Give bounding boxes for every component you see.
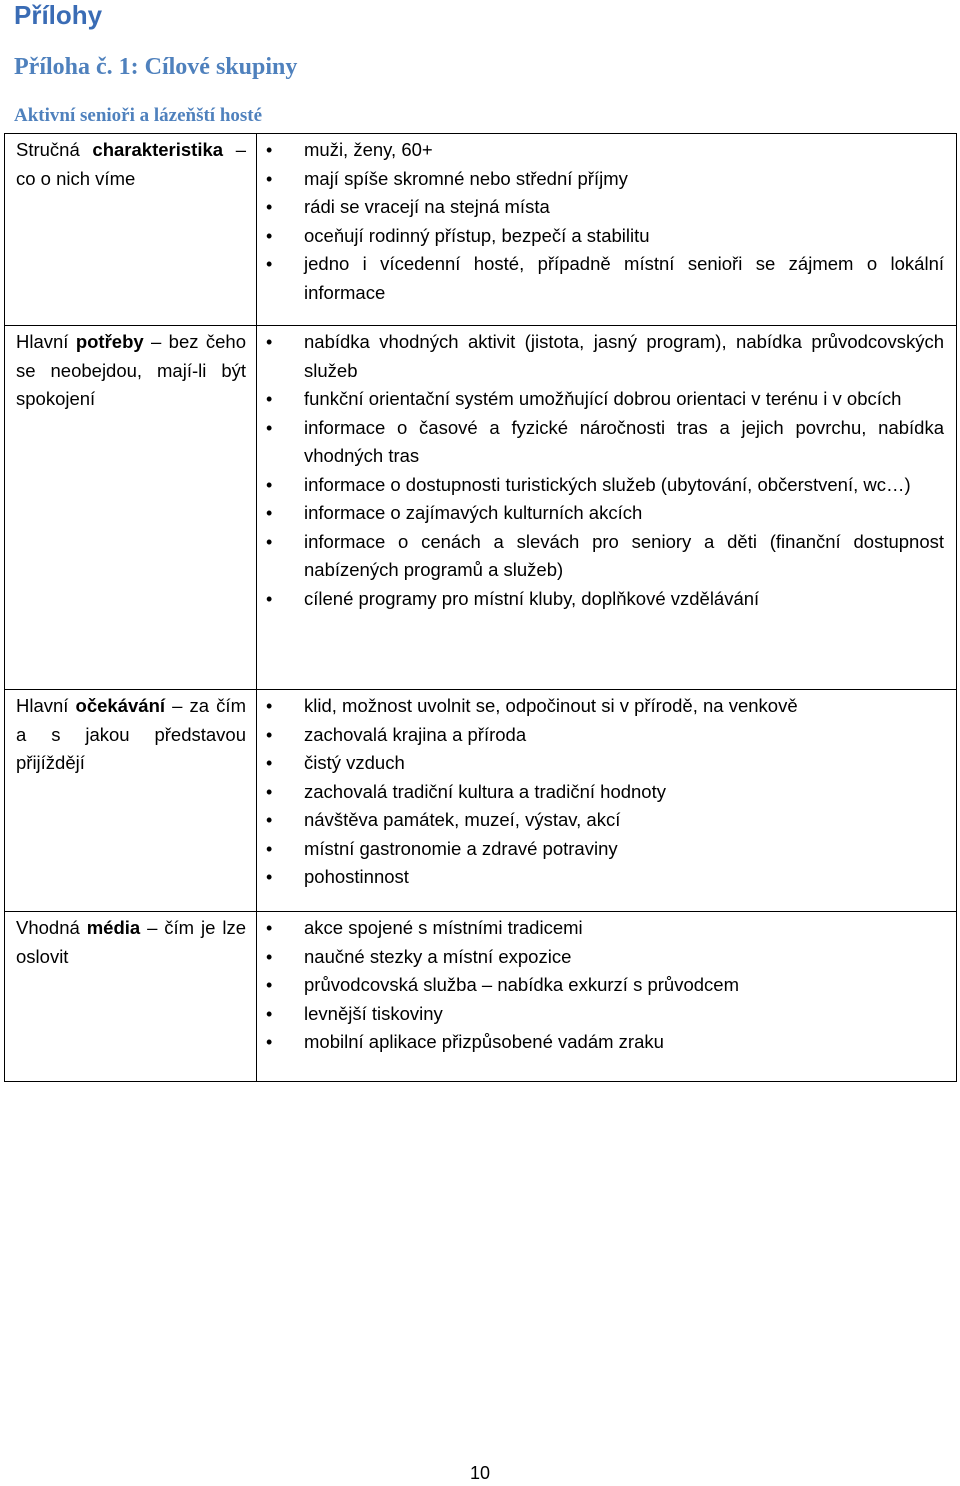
row-label: Hlavní očekávání – za čím a s jakou představou přijíždějí [16, 695, 246, 773]
row-label-cell [5, 134, 257, 326]
list-item: • zachovalá krajina a příroda [257, 721, 944, 750]
list-item: • informace o časové a fyzické náročnosti tras a jejich povrchu, nabídka vhodných tras [257, 414, 944, 471]
list-item: • informace o zajímavých kulturních akcích [257, 499, 944, 528]
bullet-list [257, 912, 956, 1075]
table-row [5, 326, 957, 690]
list-item: • levnější tiskoviny [257, 1000, 944, 1029]
list-item: • mají spíše skromné nebo střední příjmy [257, 165, 944, 194]
annex-heading: Příloha č. 1: Cílové skupiny [14, 54, 298, 80]
list-item: • oceňují rodinný přístup, bezpečí a stabilitu [257, 222, 944, 251]
row-label: Vhodná média – čím je lze oslovit [16, 917, 246, 967]
target-group-table [4, 133, 957, 1082]
list-item: • informace o dostupnosti turistických služeb (ubytování, občerstvení, wc…) [257, 471, 944, 500]
row-content-cell [257, 134, 957, 326]
list-item: • čistý vzduch [257, 749, 944, 778]
bullet-list [257, 134, 956, 325]
list-item: • akce spojené s místními tradicemi [257, 914, 944, 943]
page-title: Přílohy [14, 0, 103, 30]
table-row [5, 912, 957, 1082]
row-label-cell [5, 912, 257, 1082]
list-item: • naučné stezky a místní expozice [257, 943, 944, 972]
list-item: • funkční orientační systém umožňující dobrou orientaci v terénu i v obcích [257, 385, 944, 414]
list-item: • nabídka vhodných aktivit (jistota, jasný program), nabídka průvodcovských služeb [257, 328, 944, 385]
list-item: • rádi se vracejí na stejná místa [257, 193, 944, 222]
list-item: • informace o cenách a slevách pro seniory a děti (finanční dostupnost nabízených programů a služeb) [257, 528, 944, 585]
bullet-list [257, 326, 956, 631]
list-item: • zachovalá tradiční kultura a tradiční hodnoty [257, 778, 944, 807]
row-content-cell [257, 912, 957, 1082]
bullet-list [257, 690, 956, 910]
list-item: • cílené programy pro místní kluby, doplňkové vzdělávání [257, 585, 944, 614]
list-item: • návštěva památek, muzeí, výstav, akcí [257, 806, 944, 835]
list-item: • průvodcovská služba – nabídka exkurzí s průvodcem [257, 971, 944, 1000]
row-label: Stručná charakteristika – co o nich víme [16, 139, 246, 189]
target-group-heading: Aktivní senioři a lázeňští hosté [14, 105, 263, 126]
list-item: • mobilní aplikace přizpůsobené vadám zraku [257, 1028, 944, 1057]
row-label: Hlavní potřeby – bez čeho se neobejdou, mají-li být spokojení [16, 331, 247, 409]
list-item: • jedno i vícedenní hosté, případně místní senioři se zájmem o lokální informace [257, 250, 944, 307]
row-content-cell [257, 690, 957, 912]
list-item: • klid, možnost uvolnit se, odpočinout si v přírodě, na venkově [257, 692, 944, 721]
row-label-cell [5, 690, 257, 912]
table-row [5, 690, 957, 912]
list-item: • muži, ženy, 60+ [257, 136, 944, 165]
list-item: • místní gastronomie a zdravé potraviny [257, 835, 944, 864]
table-row [5, 134, 957, 326]
row-label-cell [5, 326, 257, 690]
row-content-cell [257, 326, 957, 690]
list-item: • pohostinnost [257, 863, 944, 892]
page-number: 10 [469, 1463, 491, 1483]
